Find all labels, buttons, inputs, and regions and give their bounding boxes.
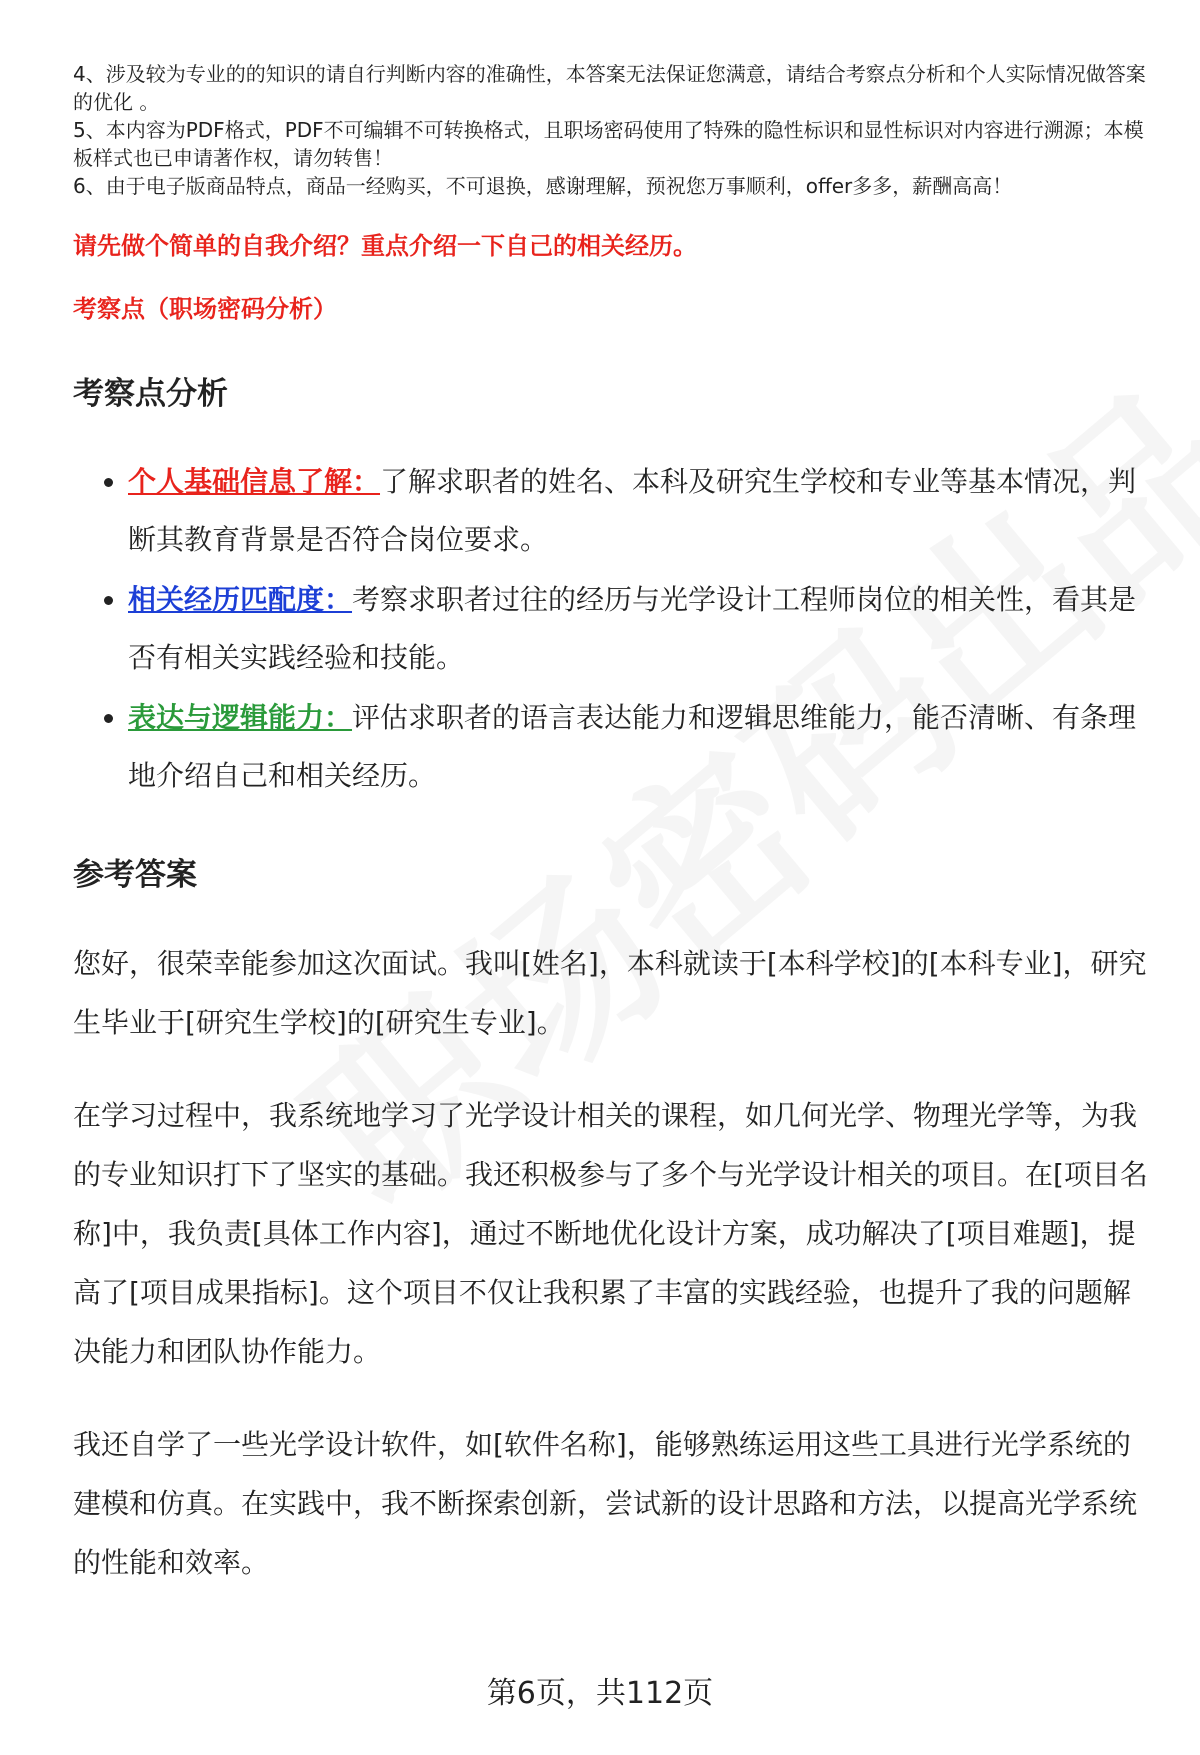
list-item [128, 571, 1148, 687]
point-text: 评估求职者的语言表达能力和逻辑思维能力，能否清晰、有条理地介绍自己和相关经历。 [128, 701, 1137, 792]
point-text: 了解求职者的姓名、本科及研究生学校和专业等基本情况，判断其教育背景是否符合岗位要求。 [128, 465, 1137, 556]
note-5: 5、本内容为PDF格式，PDF不可编辑不可转换格式，且职场密码使用了特殊的隐性标识和显性标识对内容进行溯源；本模板样式也已申请著作权，请勿转售！ [73, 118, 1144, 170]
page-number: 第6页，共112页 [486, 1676, 714, 1711]
answer-paragraph: 在学习过程中，我系统地学习了光学设计相关的课程，如几何光学、物理光学等，为我的专业知识打下了坚实的基础。我还积极参与了多个与光学设计相关的项目。在[项目名称]中，我负责[具体工作内容]，通过不断地优化设计方案，成功解决了[项目难题]，提高了[项目成果指标]。这个项目不仅让我积累了丰富的实践经验，也提升了我的问题解决能力和团队协作能力。 [73, 1099, 1148, 1368]
kaochadian-heading: 考察点（职场密码分析） [73, 295, 337, 323]
answer-title: 参考答案 [73, 857, 197, 893]
list-item [128, 689, 1148, 805]
answer-paragraph: 我还自学了一些光学设计软件，如[软件名称]，能够熟练运用这些工具进行光学系统的建模和仿真。在实践中，我不断探索创新，尝试新的设计思路和方法，以提高光学系统的性能和效率。 [73, 1428, 1138, 1579]
answer-body [73, 934, 1148, 1592]
question: 请先做个简单的自我介绍？重点介绍一下自己的相关经历。 [73, 232, 697, 260]
point-label: 表达与逻辑能力： [128, 701, 353, 734]
analysis-list [73, 453, 1148, 805]
point-label: 相关经历匹配度： [128, 583, 353, 616]
document-page [73, 60, 1148, 1592]
note-4: 4、涉及较为专业的的知识的请自行判断内容的准确性，本答案无法保证您满意，请结合考察点分析和个人实际情况做答案的优化 。 [73, 62, 1146, 114]
analysis-title: 考察点分析 [73, 376, 228, 412]
list-item [128, 453, 1148, 569]
note-6: 6、由于电子版商品特点，商品一经购买，不可退换，感谢理解，预祝您万事顺利，offer多多，薪酬高高！ [73, 174, 1013, 198]
notes [73, 60, 1148, 200]
point-label: 个人基础信息了解： [128, 465, 381, 498]
answer-paragraph: 您好，很荣幸能参加这次面试。我叫[姓名]，本科就读于[本科学校]的[本科专业]，研究生毕业于[研究生学校]的[研究生专业]。 [73, 947, 1147, 1039]
point-text: 考察求职者过往的经历与光学设计工程师岗位的相关性，看其是否有相关实践经验和技能。 [128, 583, 1137, 674]
